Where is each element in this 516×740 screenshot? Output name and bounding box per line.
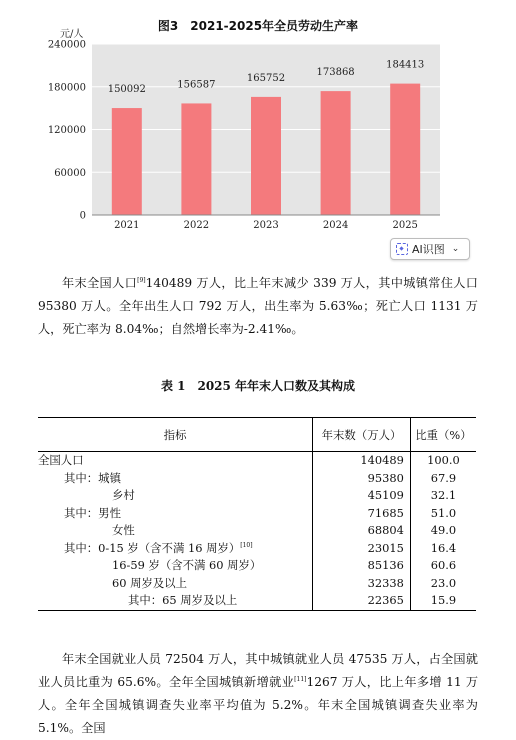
employment-text-rest: 1267 万人，比上年多增 11 万人。全年全国城镇调查失业率平均值为 5.2%。年末全国城镇调查失业率为 5.1%。全国: [38, 675, 479, 735]
row-share: 100.0: [410, 452, 476, 470]
row-label: 其中：男性: [64, 505, 121, 520]
x-tick-label: 2022: [183, 220, 210, 231]
row-label-with-note: [38, 540, 313, 558]
row-label: 16-59 岁（含不满 60 周岁）: [112, 558, 262, 572]
table-header-row: [38, 418, 476, 452]
row-value: 22365: [313, 592, 411, 610]
data-label: 150092: [107, 84, 146, 96]
row-share: 67.9: [410, 470, 476, 488]
x-tick-label: 2024: [322, 220, 349, 231]
ai-image-recognition-button[interactable]: [390, 238, 470, 260]
row-value: 71685: [313, 505, 411, 523]
row-value: 68804: [313, 522, 411, 540]
row-label: 乡村: [112, 488, 135, 502]
row-label: 60 周岁及以上: [112, 575, 188, 590]
row-value: 32338: [313, 575, 411, 593]
bar: [251, 97, 281, 215]
x-tick-label: 2023: [253, 220, 279, 231]
table-row: [38, 575, 476, 593]
row-label: 其中：65 周岁及以上: [38, 592, 313, 610]
row-value: 95380: [313, 470, 411, 488]
table-row: [38, 592, 476, 610]
x-tick-label: 2021: [114, 220, 140, 231]
row-label: 全国人口: [38, 453, 84, 467]
row-share: 16.4: [410, 540, 476, 558]
y-tick-label: 120000: [47, 125, 86, 136]
row-share: 49.0: [410, 522, 476, 540]
y-tick-label: 240000: [47, 39, 86, 51]
footnote-marker[interactable]: [9]: [137, 276, 146, 284]
row-share: 32.1: [410, 487, 476, 505]
data-label: 156587: [177, 79, 216, 91]
table-row: [38, 487, 476, 505]
row-share: 51.0: [410, 505, 476, 523]
row-share: 60.6: [410, 557, 476, 575]
employment-text-start: 年末全国就业人员 72504 万人，其中城镇就业人员 47535 万人，占全国就业人员比重为 65.6%。全年全国城镇新增就业: [38, 652, 478, 689]
table-row: [38, 540, 476, 558]
ai-button-label: AI识图: [412, 243, 445, 256]
ai-scan-icon: [396, 243, 408, 255]
table-title: 表 1 2025 年年末人口数及其构成: [160, 379, 356, 393]
chart-title: 图3 2021-2025年全员劳动生产率: [157, 19, 359, 33]
bar: [112, 108, 142, 215]
data-label: 173868: [316, 67, 355, 79]
bar: [390, 84, 420, 215]
row-value: 140489: [313, 452, 411, 470]
population-text-rest: 140489 万人，比上年末减少 339 万人，其中城镇常住人口 95380 万人。全年出生人口 792 万人，出生率为 5.63‰；死亡人口 1131 万人，死亡率为 8.04‰；自然增长率为-2.41‰。: [38, 276, 478, 336]
row-label: 其中：城镇: [64, 470, 121, 485]
bar: [321, 91, 351, 215]
population-paragraph: [38, 272, 478, 341]
row-share: 15.9: [410, 592, 476, 610]
data-label: 184413: [386, 59, 425, 71]
y-tick-label: 0: [79, 210, 86, 222]
table-row: [38, 470, 476, 488]
row-label: 女性: [112, 523, 135, 537]
table-row: [38, 557, 476, 575]
population-table: [38, 417, 476, 611]
data-label: 165752: [246, 72, 286, 84]
row-value: 23015: [313, 540, 411, 558]
employment-paragraph: [38, 648, 478, 740]
column-header-share: 比重（%）: [410, 418, 476, 452]
row-value: 45109: [313, 487, 411, 505]
column-header-year-end-count: 年末数（万人）: [313, 418, 411, 452]
table-row: [38, 505, 476, 523]
bar: [181, 103, 211, 215]
table-row: [38, 522, 476, 540]
footnote-marker[interactable]: [11]: [294, 675, 307, 683]
row-value: 85136: [313, 557, 411, 575]
population-text-start: 年末全国人口: [62, 276, 138, 290]
row-label: 其中：0-15 岁（含不满 16 周岁）: [64, 540, 241, 555]
table-row: [38, 452, 476, 470]
chevron-down-icon: ⌄: [451, 244, 460, 254]
column-header-indicator: 指标: [38, 418, 313, 452]
y-axis-unit-label: 元/人: [60, 29, 84, 40]
row-share: 23.0: [410, 575, 476, 593]
x-tick-label: 2025: [392, 220, 418, 231]
bar-chart: [0, 0, 516, 235]
footnote-marker[interactable]: [10]: [240, 541, 253, 549]
y-tick-label: 60000: [54, 167, 86, 179]
y-tick-label: 180000: [47, 82, 86, 94]
